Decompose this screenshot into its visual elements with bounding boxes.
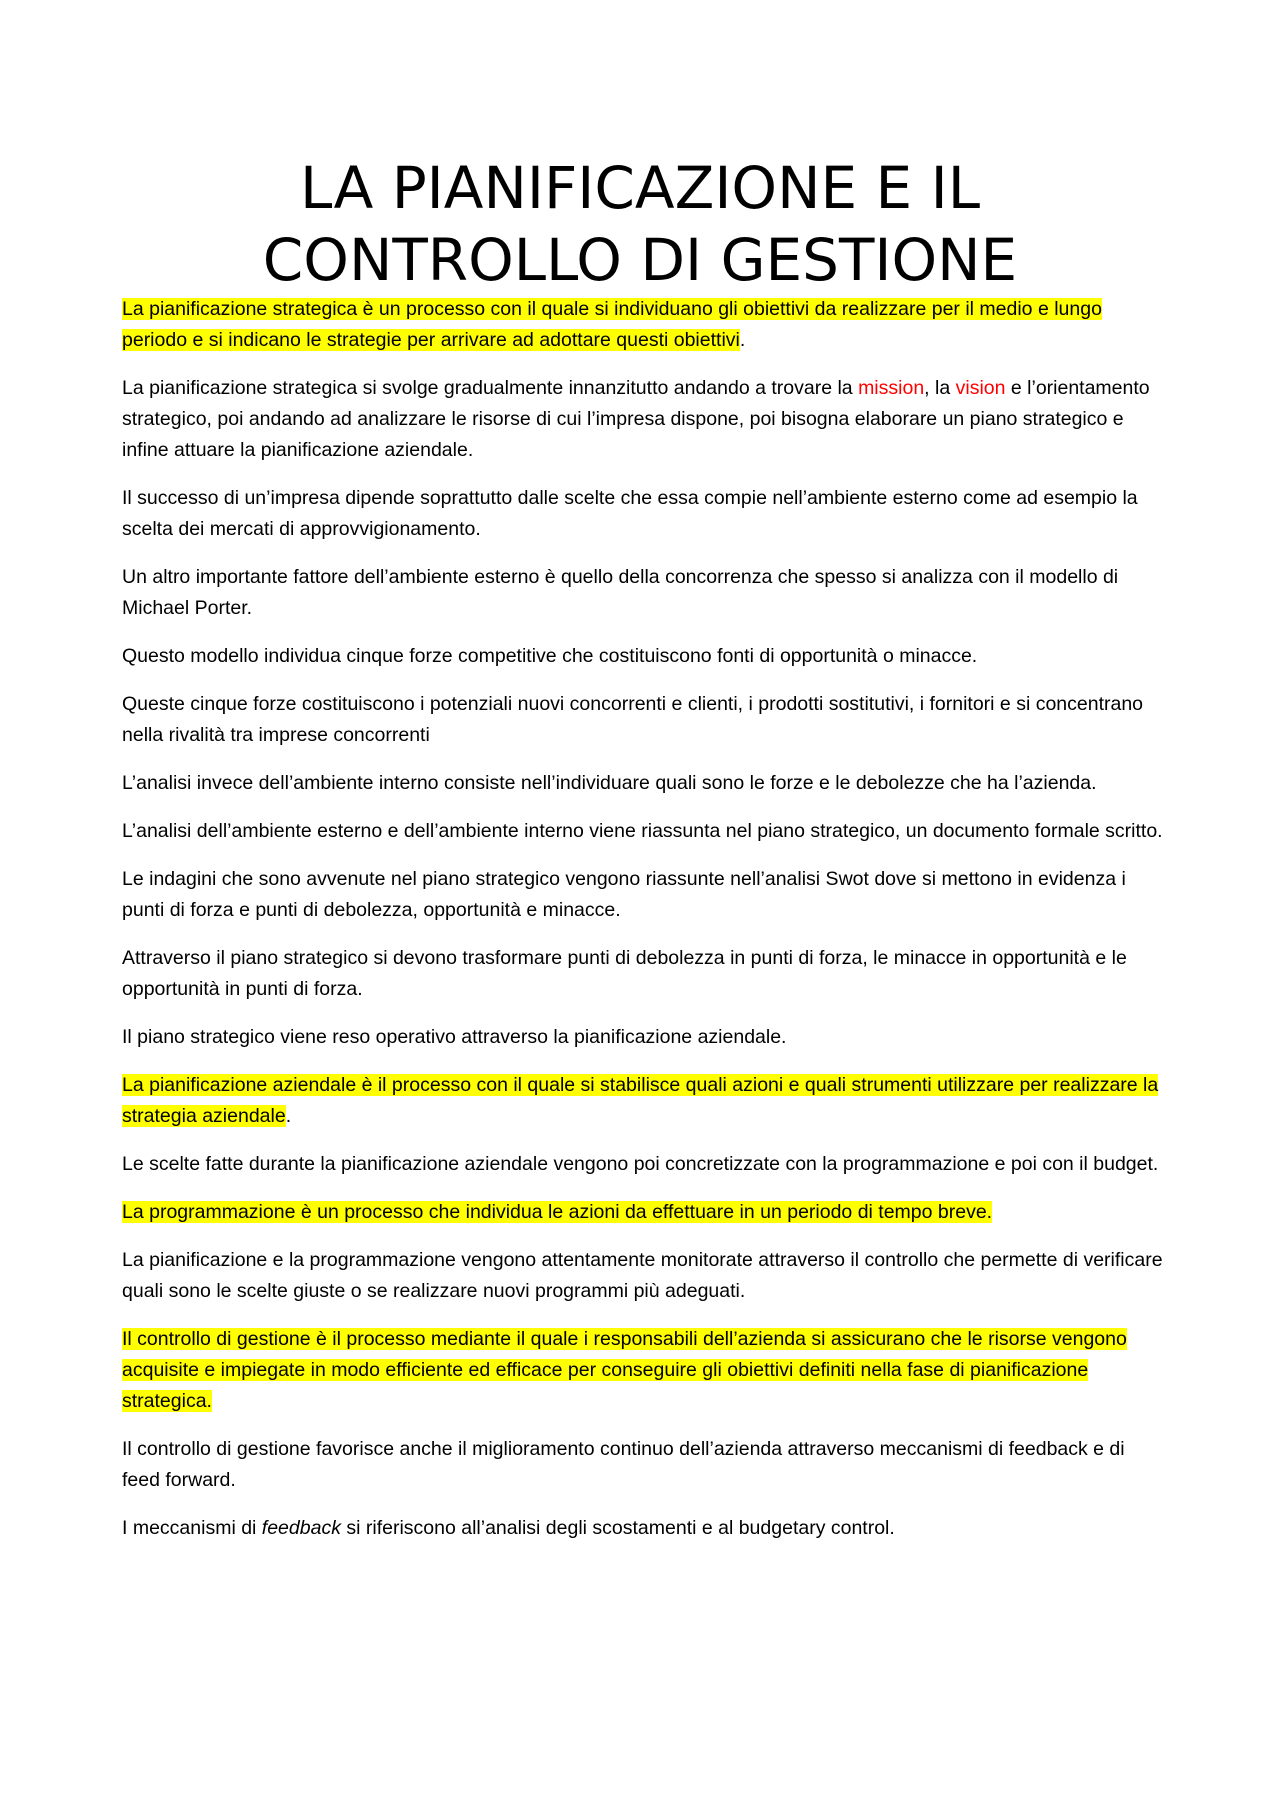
- paragraph-3: Il successo di un’impresa dipende soprattutto dalle scelte che essa compie nell’ambiente esterno come ad esempio la scelta dei mercati di approvvigionamento.: [122, 487, 1138, 540]
- paragraph-2-text-b: , la: [924, 377, 956, 399]
- paragraph-1: [122, 294, 1166, 356]
- paragraph-17: Il controllo di gestione favorisce anche il miglioramento continuo dell’azienda attraverso meccanismi di feedback e di feed forward.: [122, 1438, 1125, 1491]
- paragraph-12: [122, 1070, 1166, 1132]
- paragraph-2: [122, 373, 1166, 466]
- feedback-word: feedback: [261, 1517, 341, 1539]
- highlighted-text: La pianificazione strategica è un processo con il quale si individuano gli obiettivi da realizzare per il medio e lungo periodo e si indicano le strategie per arrivare ad adottare questi obiettivi: [122, 298, 1102, 351]
- paragraph-16: [122, 1324, 1166, 1417]
- paragraph-13: Le scelte fatte durante la pianificazione aziendale vengono poi concretizzate con la programmazione e poi con il budget.: [122, 1153, 1159, 1175]
- paragraph-11: Il piano strategico viene reso operativo attraverso la pianificazione aziendale.: [122, 1026, 787, 1048]
- paragraph-2-text-a: La pianificazione strategica si svolge gradualmente innanzitutto andando a trovare la: [122, 377, 859, 399]
- paragraph-14: [122, 1197, 1166, 1228]
- paragraph-15: La pianificazione e la programmazione vengono attentamente monitorate attraverso il controllo che permette di verificare quali sono le scelte giuste o se realizzare nuovi programmi più adeguati.: [122, 1249, 1163, 1302]
- paragraph-18-text-a: I meccanismi di: [122, 1517, 262, 1539]
- highlighted-text: Il controllo di gestione è il processo mediante il quale i responsabili dell’azienda si assicurano che le risorse vengono acquisite e impiegate in modo efficiente ed efficace per conseguire gli obiettivi definiti nella fase di pianificazione strategica.: [122, 1328, 1127, 1412]
- paragraph-12-end: .: [285, 1105, 292, 1127]
- vision-word: vision: [955, 377, 1006, 399]
- paragraph-8: L’analisi dell’ambiente esterno e dell’ambiente interno viene riassunta nel piano strategico, un documento formale scritto.: [122, 820, 1163, 842]
- paragraph-6: Queste cinque forze costituiscono i potenziali nuovi concorrenti e clienti, i prodotti sostitutivi, i fornitori e si concentrano nella rivalità tra imprese concorrenti: [122, 693, 1144, 746]
- paragraph-18-text-b: si riferiscono all’analisi degli scostamenti e al budgetary control.: [340, 1517, 895, 1539]
- paragraph-1-end: .: [739, 329, 746, 351]
- paragraph-2-text-c: e l’orientamento strategico, poi andando ad analizzare le risorse di cui l’impresa dispone, poi bisogna elaborare un piano strategico e infine attuare la pianificazione aziendale.: [122, 377, 1150, 461]
- highlighted-text: La pianificazione aziendale è il processo con il quale si stabilisce quali azioni e quali strumenti utilizzare per realizzare la strategia aziendale: [122, 1074, 1159, 1127]
- title-line-2: CONTROLLO DI GESTIONE: [262, 226, 1018, 294]
- paragraph-5: Questo modello individua cinque forze competitive che costituiscono fonti di opportunità o minacce.: [122, 645, 978, 667]
- paragraph-9: Le indagini che sono avvenute nel piano strategico vengono riassunte nell’analisi Swot dove si mettono in evidenza i punti di forza e punti di debolezza, opportunità e minacce.: [122, 868, 1126, 921]
- document-body: [122, 294, 1166, 1561]
- document-title: [0, 152, 1280, 296]
- title-line-1: LA PIANIFICAZIONE E IL: [299, 154, 981, 222]
- paragraph-18: [122, 1513, 1166, 1544]
- paragraph-7: L’analisi invece dell’ambiente interno consiste nell’individuare quali sono le forze e le debolezze che ha l’azienda.: [122, 772, 1097, 794]
- mission-word: mission: [858, 377, 925, 399]
- paragraph-10: Attraverso il piano strategico si devono trasformare punti di debolezza in punti di forza, le minacce in opportunità e le opportunità in punti di forza.: [122, 947, 1127, 1000]
- highlighted-text: La programmazione è un processo che individua le azioni da effettuare in un periodo di tempo breve.: [122, 1201, 993, 1223]
- paragraph-4: Un altro importante fattore dell’ambiente esterno è quello della concorrenza che spesso si analizza con il modello di Michael Porter.: [122, 566, 1119, 619]
